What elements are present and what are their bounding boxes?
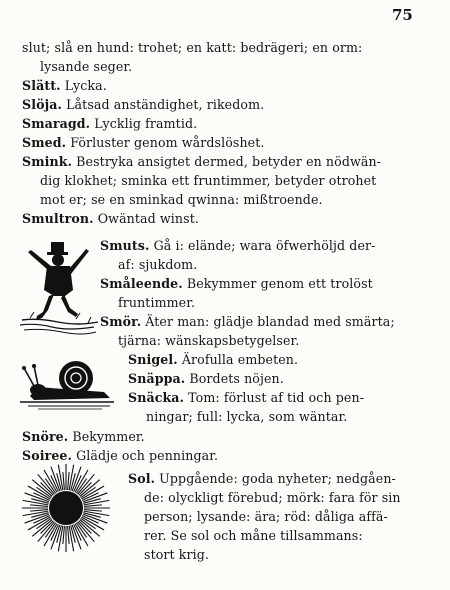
entry-line	[100, 274, 373, 293]
continuation-line	[118, 331, 299, 350]
headword: Smuts.	[100, 238, 150, 253]
definition-text: Låtsad anständighet, rikedom.	[61, 97, 265, 112]
headword: Smink.	[22, 154, 73, 169]
definition-text: Tom: förlust af tid och pen-	[184, 390, 365, 405]
entry-line	[128, 369, 284, 388]
definition-text: Bestryka ansigtet dermed, betyder en nödwän-	[72, 154, 382, 169]
definition-text: Äter man: glädje blandad med smärta;	[141, 314, 395, 329]
entry-line	[100, 236, 375, 255]
headword: Snöre.	[22, 429, 69, 444]
continuation-line	[118, 255, 197, 274]
continuation-line	[40, 171, 376, 190]
continuation-line	[22, 38, 362, 57]
definition-text: person; lysande: ära; röd: dåliga affä-	[144, 509, 388, 524]
continuation-line	[144, 545, 209, 564]
headword: Slätt.	[22, 78, 61, 93]
definition-text: de: olyckligt förebud; mörk: fara för sin	[144, 490, 401, 505]
entry-line	[128, 469, 396, 488]
definition-text: Bordets nöjen.	[185, 371, 284, 386]
headword: Smaragd.	[22, 116, 91, 131]
definition-text: fruntimmer.	[118, 295, 196, 310]
definition-text: stort krig.	[144, 547, 210, 562]
definition-text: Lycklig framtid.	[90, 116, 198, 131]
entry-line	[22, 152, 381, 171]
continuation-line	[40, 57, 132, 76]
entry-line	[22, 114, 197, 133]
entry-line	[22, 427, 145, 446]
page-number: 75	[392, 6, 413, 24]
continuation-line	[146, 407, 347, 426]
continuation-line	[118, 293, 195, 312]
definition-text: Lycka.	[60, 78, 107, 93]
definition-text: Owäntad winst.	[93, 211, 199, 226]
sun-icon	[20, 462, 112, 554]
definition-text: Glädje och penningar.	[72, 448, 219, 463]
headword: Smör.	[100, 314, 142, 329]
entry-line	[22, 76, 107, 95]
headword: Smultron.	[22, 211, 94, 226]
definition-text: Uppgående: goda nyheter; nedgåen-	[155, 471, 396, 486]
definition-text: slut; slå en hund: trohet; en katt: bedrägeri; en orm:	[22, 40, 363, 55]
continuation-line	[144, 526, 363, 545]
headword: Snäcka.	[128, 390, 185, 405]
entry-line	[100, 312, 395, 331]
headword: Sol.	[128, 471, 156, 486]
definition-text: Ärofulla embeten.	[177, 352, 299, 367]
definition-text: lysande seger.	[40, 59, 133, 74]
definition-text: af: sjukdom.	[118, 257, 198, 272]
continuation-line	[144, 488, 401, 507]
entry-line	[22, 95, 264, 114]
dancing-man-icon	[18, 240, 100, 336]
definition-text: tjärna: wänskapsbetygelser.	[118, 333, 300, 348]
definition-text: Gå i: elände; wara öfwerhöljd der-	[149, 238, 376, 253]
definition-text: Bekymmer genom ett trolöst	[182, 276, 373, 291]
definition-text: Förluster genom wårdslöshet.	[66, 135, 265, 150]
definition-text: dig klokhet; sminka ett fruntimmer, betyder otrohet	[40, 173, 377, 188]
headword: Slöja.	[22, 97, 62, 112]
definition-text: Bekymmer.	[68, 429, 145, 444]
entry-line	[128, 388, 364, 407]
entry-line	[128, 350, 298, 369]
headword: Smed.	[22, 135, 67, 150]
headword: Småleende.	[100, 276, 183, 291]
continuation-line	[144, 507, 388, 526]
entry-line	[22, 133, 265, 152]
entry-line	[22, 209, 199, 228]
definition-text: ningar; full: lycka, som wäntar.	[146, 409, 348, 424]
definition-text: mot er; se en sminkad qwinna: mißtroende.	[40, 192, 323, 207]
snail-icon	[14, 356, 120, 412]
headword: Snäppa.	[128, 371, 186, 386]
headword: Soiree.	[22, 448, 73, 463]
definition-text: rer. Se sol och måne tillsammans:	[144, 528, 363, 543]
headword: Snigel.	[128, 352, 178, 367]
continuation-line	[40, 190, 323, 209]
